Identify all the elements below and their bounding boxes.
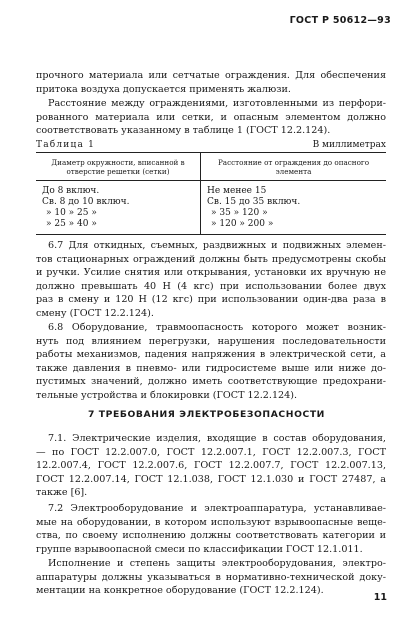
page-number: 11 [373,592,387,603]
cell-line: Св. 8 до 10 включ. [42,197,130,207]
text-line: ГОСТ 12.2.007.14, ГОСТ 12.1.038, ГОСТ 12.1.030 и ГОСТ 27487, а [36,473,386,485]
text-line: прочного материала или сетчатые ограждения. Для обеспечения [36,70,386,81]
text-line: рованного материала или сетки, и опасным элементом должно [36,111,386,123]
text-line: должно превышать 40 Н (4 кгс) при использовании более двух [36,280,386,292]
header-line: Расстояние от ограждения до опасного [217,158,370,167]
text-line: — по ГОСТ 12.2.007.0, ГОСТ 12.2.007.1, ГОСТ 12.2.007.3, ГОСТ [36,446,386,458]
cell-line: » 35 » 120 » [211,208,268,218]
table-cell-diameter [36,181,201,235]
text-line: Расстояние между ограждениями, изготовленными из перфори- [48,98,386,109]
table-1 [36,152,386,235]
text-line: 7.1. Электрические изделия, входящие в состав оборудования, [48,433,386,444]
document-code-header: ГОСТ Р 50612—93 [289,15,391,26]
cell-line: Не менее 15 [207,186,267,196]
cell-line: » 25 » 40 » [46,219,97,229]
table-title: Таблица 1 [36,140,96,150]
header-line: элемента [275,167,312,176]
text-line: 6.7 Для откидных, съемных, раздвижных и подвижных элемен- [48,240,386,251]
cell-line: » 120 » 200 » [211,219,274,229]
text-line: нуть под влиянием перегрузки, нарушения последовательности [36,335,386,347]
table-cell-distance [201,181,387,235]
text-line: смену (ГОСТ 12.2.124). [36,307,154,319]
cell-line: Св. 15 до 35 включ. [207,197,301,207]
paragraph-6-7 [36,239,386,321]
paragraph-intro [36,69,386,96]
text-line: Исполнение и степень защиты электрооборудования, электро- [48,558,386,569]
text-line: пустимых значений, должно иметь соответствующие предохрани- [36,376,386,388]
text-line: группе взрывоопасной смеси по классификации ГОСТ 12.1.011. [36,543,363,555]
section-7-title: 7 ТРЕБОВАНИЯ ЭЛЕКТРОБЕЗОПАСНОСТИ [88,409,325,420]
table-header-row [36,153,386,181]
text-line: ства, по своему исполнению должны соответствовать категории и [36,530,386,542]
text-line: раз в смену и 120 Н (12 кгс) при использовании один-два раза в [36,294,386,306]
text-line: притока воздуха допускается применять жалюзи. [36,83,291,95]
text-line: и ручки. Усилие снятия или открывания, установки их вручную не [36,267,386,279]
text-line: также давления в пневмо- или гидросистеме выше или ниже до- [36,362,386,374]
header-line: отверстие решетки (сетки) [66,167,170,176]
table-col-header-diameter [36,153,201,181]
paragraph-7-1 [36,432,386,500]
table-col-header-distance [201,153,387,181]
paragraph-distance [36,97,386,138]
cell-line: » 10 » 25 » [46,208,97,218]
text-line: мые на оборудовании, в котором используют взрывоопасные веще- [36,516,386,528]
paragraph-execution [36,557,386,598]
text-line: 12.2.007.4, ГОСТ 12.2.007.6, ГОСТ 12.2.007.7, ГОСТ 12.2.007.13, [36,460,386,472]
text-line: соответствовать указанному в таблице 1 (ГОСТ 12.2.124). [36,125,331,137]
text-line: аппаратуры должны указываться в нормативно-технической доку- [36,571,386,583]
table-units: В миллиметрах [312,140,386,150]
table-row [36,181,386,235]
text-line: работы механизмов, падения напряжения в электрической сети, а [36,349,386,361]
text-line: тельные устройства и блокировки (ГОСТ 12.2.124). [36,389,298,401]
cell-line: До 8 включ. [42,186,100,196]
text-line: 7.2 Электрооборудование и электроаппаратура, устанавливае- [48,503,386,514]
text-line: тов стационарных ограждений должны быть предусмотрены скобы [36,253,386,265]
text-line: ментации на конкретное оборудование (ГОСТ 12.2.124). [36,585,324,597]
paragraph-7-2 [36,502,386,556]
text-line: 6.8 Оборудование, травмоопасность которого может возник- [48,322,386,333]
paragraph-6-8 [36,321,386,403]
header-line: Диаметр окружности, вписанной в [51,158,185,167]
text-line: также [6]. [36,487,88,499]
